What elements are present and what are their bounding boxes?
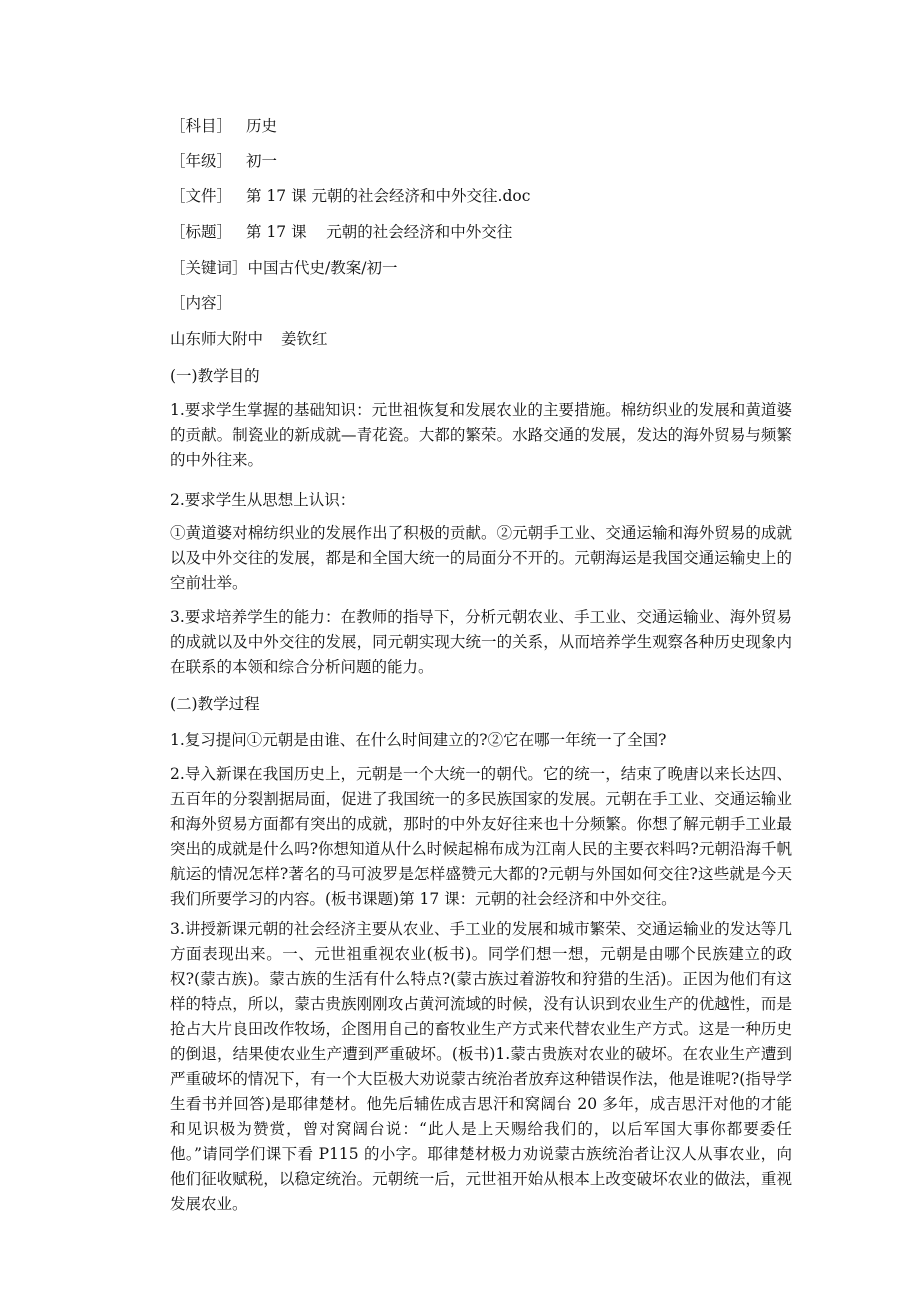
meta-keywords-value: 中国古代史/教案/初一 [247,259,398,277]
meta-title-value: 第 17 课 元朝的社会经济和中外交往 [246,223,513,241]
goal-1-text: 1.要求学生掌握的基础知识：元世祖恢复和发展农业的主要措施。棉纺织业的发展和黄道婆的贡献。制瓷业的新成就—青花瓷。大都的繁荣。水路交通的发展，发达的海外贸易与频繁的中外往来。 [170,401,792,469]
meta-grade [170,151,277,171]
goal-3-paragraph [170,605,792,680]
step-2-paragraph [170,762,792,912]
meta-title [170,222,512,242]
meta-grade-value: 初一 [246,152,278,170]
goal-3-text: 3.要求培养学生的能力：在教师的指导下，分析元朝农业、手工业、交通运输业、海外贸易的成就以及中外交往的发展，同元朝实现大统一的关系，从而培养学生观察各种历史现象内在联系的本领和综合分析问题的能力。 [170,608,792,676]
process-heading: (二)教学过程 [170,695,260,713]
goal-2-detail-paragraph [170,521,792,596]
meta-subject-label: ［科目］ [170,117,233,135]
meta-keywords-label: ［关键词］ [170,259,248,277]
goal-2-heading: 2.要求学生从思想上认识： [170,491,356,509]
author-line [170,329,328,349]
step-3-text: 3.讲授新课元朝的社会经济主要从农业、手工业的发展和城市繁荣、交通运输业的发达等几方面表现出来。一、元世祖重视农业(板书)。同学们想一想，元朝是由哪个民族建立的政权?(蒙古族)。蒙古族的生活有什么特点?(蒙古族过着游牧和狩猎的生活)。正因为他们有这样的特点，所以，蒙古贵族刚刚攻占黄河流域的时候，没有认识到农业生产的优越性，而是抢占大片良田改作牧场，企图用自己的畜牧业生产方式来代替农业生产方式。这是一种历史的倒退，结果使农业生产遭到严重破坏。(板书)1.蒙古贵族对农业的破坏。在农业生产遭到严重破坏的情况下，有一个大臣极大劝说蒙古统治者放弃这种错误作法，他是谁呢?(指导学生看书并回答)是耶律楚材。他先后辅佐成吉思汗和窝阔台 20 多年，成吉思汗对他的才能和见识极为赞赏，曾对窝阔台说：“此人是上天赐给我们的，以后军国大事你都要委任他。”请同学们课下看 P115 的小字。耶律楚材极力劝说蒙古族统治者让汉人从事农业，向他们征收赋税，以稳定统治。元朝统一后，元世祖开始从根本上改变破坏农业的做法，重视发展农业。 [170,920,792,1213]
meta-content-label: ［内容］ [170,294,233,312]
meta-file-label: ［文件］ [170,187,233,205]
goal-1-paragraph [170,398,792,473]
meta-file-value: 第 17 课 元朝的社会经济和中外交往.doc [246,187,531,205]
meta-grade-label: ［年级］ [170,152,233,170]
meta-content [170,293,232,313]
author-school: 山东师大附中 [170,330,264,348]
step-1-paragraph: 1.复习提问①元朝是由谁、在什么时间建立的?②它在哪一年统一了全国? [170,731,667,749]
meta-file [170,186,530,206]
meta-title-label: ［标题］ [170,223,233,241]
goal-2-detail-text: ①黄道婆对棉纺织业的发展作出了积极的贡献。②元朝手工业、交通运输和海外贸易的成就以及中外交往的发展，都是和全国大统一的局面分不开的。元朝海运是我国交通运输史上的空前壮举。 [170,524,792,592]
meta-subject [170,116,277,136]
step-3-paragraph [170,917,792,1217]
goals-heading: (一)教学目的 [170,367,260,385]
meta-subject-value: 历史 [246,117,278,135]
step-2-text: 2.导入新课在我国历史上，元朝是一个大统一的朝代。它的统一，结束了晚唐以来长达四、五百年的分裂割据局面，促进了我国统一的多民族国家的发展。元朝在手工业、交通运输业和海外贸易方面都有突出的成就，那时的中外友好往来也十分频繁。你想了解元朝手工业最突出的成就是什么吗?你想知道从什么时候起棉布成为江南人民的主要衣料吗?元朝沿海千帆航运的情况怎样?著名的马可波罗是怎样盛赞元大都的?元朝与外国如何交往?这些就是今天我们所要学习的内容。(板书课题)第 17 课：元朝的社会经济和中外交往。 [170,765,792,908]
meta-keywords [170,258,397,278]
author-teacher: 姜钦红 [281,330,328,348]
